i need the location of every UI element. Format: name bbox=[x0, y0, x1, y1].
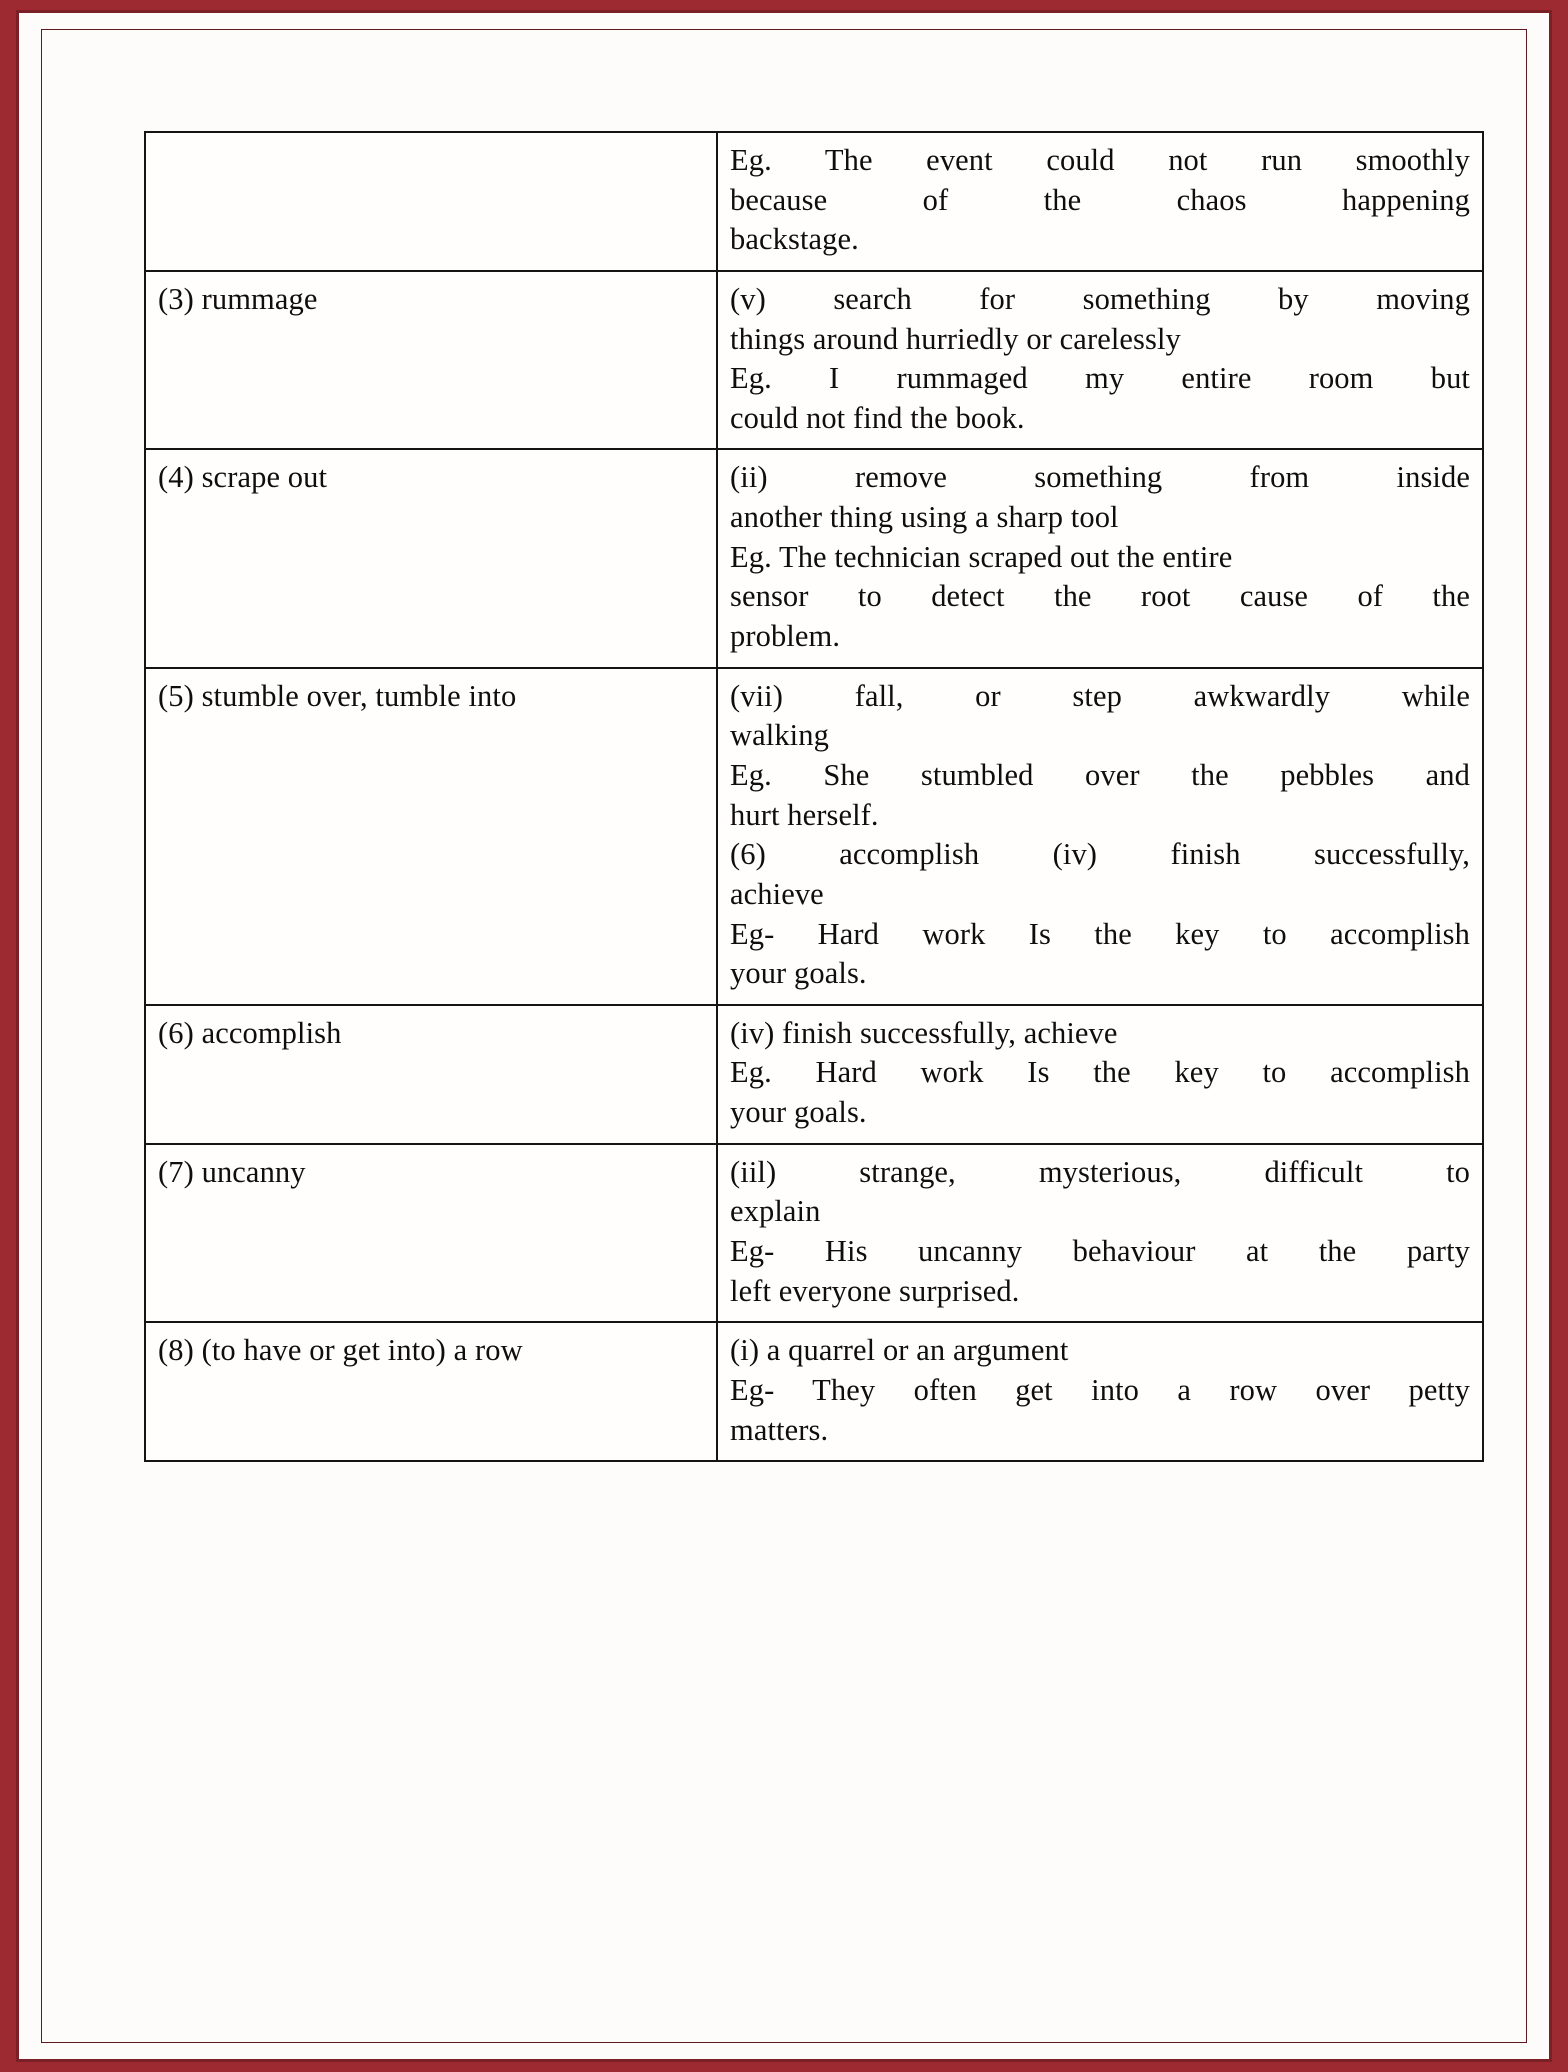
table-row bbox=[145, 271, 1483, 450]
definition-text bbox=[730, 677, 1470, 994]
definition-text bbox=[730, 1331, 1470, 1450]
definition-line: walking bbox=[730, 718, 829, 753]
definition-line: backstage. bbox=[730, 222, 859, 257]
definition-line: (iil) strange, mysterious, difficult to bbox=[730, 1154, 1470, 1189]
definition-line: things around hurriedly or carelessly bbox=[730, 321, 1181, 356]
table-row bbox=[145, 1322, 1483, 1461]
table-row bbox=[145, 132, 1483, 271]
term-cell bbox=[145, 1005, 717, 1144]
term-label: (5) stumble over, tumble into bbox=[158, 678, 517, 713]
term-cell bbox=[145, 449, 717, 667]
definition-line: sensor to detect the root cause of the bbox=[730, 579, 1470, 614]
definition-cell bbox=[717, 132, 1483, 271]
definition-line: Eg. The technician scraped out the entire bbox=[730, 539, 1233, 574]
definition-line: Eg. Hard work Is the key to accomplish bbox=[730, 1055, 1470, 1090]
definition-line: your goals. bbox=[730, 1095, 867, 1130]
definition-line: hurt herself. bbox=[730, 797, 879, 832]
definition-cell bbox=[717, 271, 1483, 450]
definition-line: (ii) remove something from inside bbox=[730, 460, 1470, 495]
definition-cell bbox=[717, 1144, 1483, 1323]
vocabulary-table bbox=[144, 131, 1484, 1462]
table-body bbox=[145, 132, 1483, 1461]
definition-text bbox=[730, 280, 1470, 439]
term-label: (7) uncanny bbox=[158, 1154, 306, 1189]
term-cell bbox=[145, 1144, 717, 1323]
definition-line: Eg. I rummaged my entire room but bbox=[730, 361, 1470, 396]
definition-line: (v) search for something by moving bbox=[730, 281, 1470, 316]
term-label: (3) rummage bbox=[158, 281, 318, 316]
definition-line: problem. bbox=[730, 619, 841, 654]
definition-cell bbox=[717, 1322, 1483, 1461]
definition-text bbox=[730, 141, 1470, 260]
definition-line: (6) accomplish (iv) finish successfully, bbox=[730, 837, 1470, 872]
definition-line: (iv) finish successfully, achieve bbox=[730, 1015, 1118, 1050]
term-label: (8) (to have or get into) a row bbox=[158, 1333, 523, 1368]
definition-line: Eg. The event could not run smoothly bbox=[730, 143, 1470, 177]
table-row bbox=[145, 1005, 1483, 1144]
definition-line: your goals. bbox=[730, 956, 867, 991]
definition-text bbox=[730, 458, 1470, 656]
definition-line: Eg- They often get into a row over petty bbox=[730, 1372, 1470, 1407]
term-cell bbox=[145, 668, 717, 1005]
definition-line: explain bbox=[730, 1194, 821, 1229]
definition-cell bbox=[717, 668, 1483, 1005]
table-row bbox=[145, 449, 1483, 667]
table-row bbox=[145, 668, 1483, 1005]
definition-line: Eg. She stumbled over the pebbles and bbox=[730, 757, 1470, 792]
definition-line: achieve bbox=[730, 876, 824, 911]
term-label: (6) accomplish bbox=[158, 1015, 342, 1050]
definition-line: (i) a quarrel or an argument bbox=[730, 1333, 1069, 1368]
term-cell bbox=[145, 132, 717, 271]
definition-line: left everyone surprised. bbox=[730, 1273, 1020, 1308]
definition-line: another thing using a sharp tool bbox=[730, 500, 1119, 535]
document-page bbox=[68, 50, 1500, 2022]
page-frame-inner-outline bbox=[16, 10, 1552, 2062]
definition-line: matters. bbox=[730, 1412, 829, 1447]
definition-text bbox=[730, 1153, 1470, 1312]
definition-line: Eg- His uncanny behaviour at the party bbox=[730, 1234, 1470, 1269]
term-cell bbox=[145, 1322, 717, 1461]
term-cell bbox=[145, 271, 717, 450]
term-label: (4) scrape out bbox=[158, 460, 328, 495]
definition-cell bbox=[717, 449, 1483, 667]
definition-text bbox=[730, 1014, 1470, 1133]
table-row bbox=[145, 1144, 1483, 1323]
definition-line: could not find the book. bbox=[730, 400, 1025, 435]
definition-cell bbox=[717, 1005, 1483, 1144]
definition-line: (vii) fall, or step awkwardly while bbox=[730, 678, 1470, 713]
definition-line: because of the chaos happening bbox=[730, 182, 1470, 217]
definition-line: Eg- Hard work Is the key to accomplish bbox=[730, 916, 1470, 951]
page-frame-inner-rule bbox=[41, 29, 1527, 2043]
